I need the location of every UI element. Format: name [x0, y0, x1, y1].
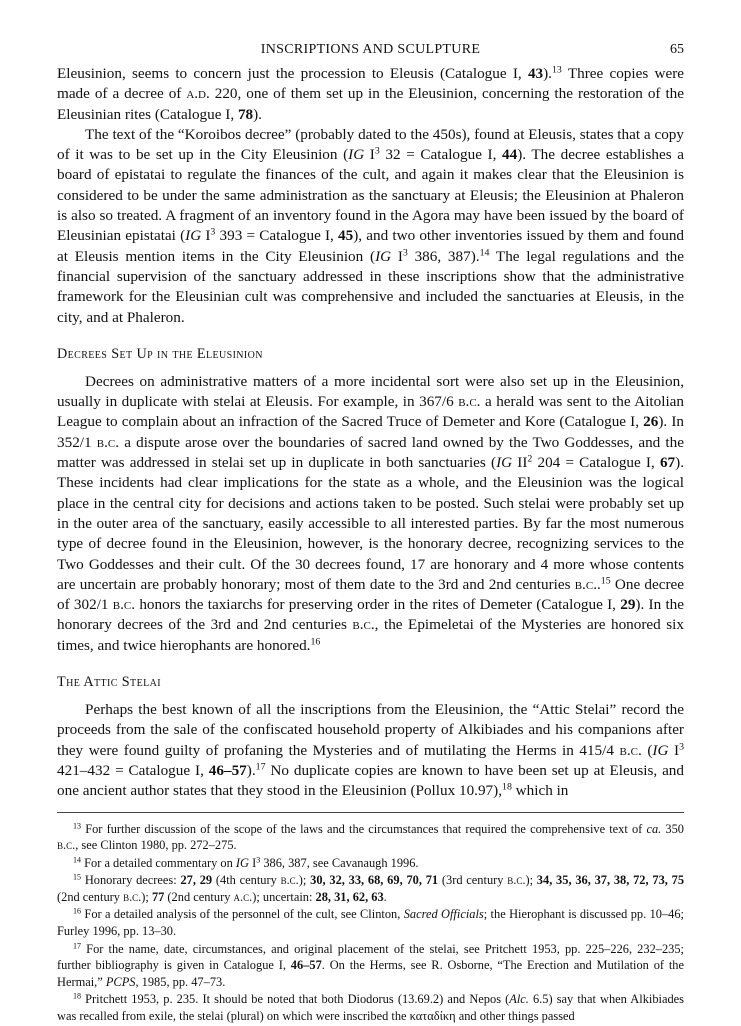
section-heading-attic-stelai: The Attic Stelai: [57, 674, 161, 691]
footnote-14: $^{14}$ For a detailed commentary on IG $I^3$ 386, 387, see Cavanaugh 1996.: [73, 855, 419, 870]
footnote-18: $^{18}$ Pritchett 1953, p. 235. It should be noted that both Diodorus (13.69.2) and Nepos (Alc. 6.5) say that when Alkibiades was recalled from exile, the stelai (plural) on which were inscribed the καταδίκη and other things passed: [57, 992, 684, 1024]
footnote-15: $^{15}$ Honorary decrees: 27, 29 (4th century b.c.); 30, 32, 33, 68, 69, 70, 71 (3rd century b.c.); 34, 35, 36, 37, 38, 72, 73, 75 (2nd century b.c.); 77 (2nd century a.c.); uncertain: 28, 31, 62, 63.: [57, 872, 685, 904]
running-head-title: INSCRIPTIONS AND SCULPTURE: [260, 42, 481, 57]
running-head: [57, 42, 684, 64]
book-page: [57, 42, 684, 1026]
footnotes: [57, 812, 684, 1025]
footnote-13: $^{13}$ For further discussion of the scope of the laws and the circumstances that required the comprehensive text of ca. 350 b.c., see Clinton 1980, pp. 272–275.: [57, 821, 684, 853]
footnote-16: $^{16}$ For a detailed analysis of the personnel of the cult, see Clinton, Sacred Officials; the Hierophant is discussed pp. 10–46; Furley 1996, pp. 13–30.: [57, 907, 685, 939]
footnote-ref-13[interactable]: 13: [551, 64, 562, 76]
paragraph-3: Decrees on administrative matters of a more incidental sort were also set up in the Eleusinion, usually in duplicate with stelai at Eleusis. For example, in 367/6 b.c. a herald was sent to the Aitolian League to complain about an infraction of the Sacred Truce of Demeter and Kore (Catalogue I, 26). In 352/1 b.c. a dispute arose over the boundaries of sacred land owned by the Two Goddesses, and the matter was addressed in stelai set up in duplicate in both sanctuaries (IG $II^2$ 204 = Catalogue I, 67). These incidents had clear implications for the state as a whole, and the Eleusinion was the logical place in the central city for decisions and actions taken to be posted. Such stelai were probably set up in the outer area of the sanctuary, easily accessible to all interested parties. By far the most numerous type of decree found in the Eleusinion, however, is the honorary decree, recognizing services to the Two Goddesses and their cult. Of the 30 decrees found, 17 are honorary and 4 more whose contents are uncertain are probably honorary; most of them date to the 3rd and 2nd centuries b.c..$^{15}$ One decree of 302/1 b.c. honors the taxiarchs for preserving order in the rites of Demeter (Catalogue I, 29). In the honorary decrees of the 3rd and 2nd centuries b.c., the Epimeletai of the Mysteries are honored six times, and twice hierophants are honored.$^{16}$: [57, 372, 685, 654]
body-text: [57, 64, 684, 802]
footnote-ref-17[interactable]: 17: [255, 761, 266, 773]
paragraph-2: The text of the “Koroibos decree” (probably dated to the 450s), found at Eleusis, states that a copy of it was to be set up in the City Eleusinion (IG $I^3$ 32 = Catalogue I, 44). The decree establishes a board of epistatai to regulate the finances of the cult, and again it makes clear that the Eleusinion is considered to be under the same administration as the sanctuary at Eleusis; the Eleusinion at Phaleron is also so treated. A fragment of an inventory found in the Agora may have been issued by the board of Eleusinian epistatai (IG $I^3$ 393 = Catalogue I, 45), and two other inventories issued by them and found at Eleusis mention items in the City Eleusinion (IG $I^3$ 386, 387).$^{14}$ The legal regulations and the financial supervision of the sanctuary addressed in these inscriptions show that the administrative framework for the Eleusinian cult was comprehensive and included the sanctuaries at Eleusis, in the city, and at Phaleron.: [57, 125, 685, 326]
paragraph-1: Eleusinion, seems to concern just the procession to Eleusis (Catalogue I, 43).$^{13}$ Three copies were made of a decree of a.d. 220, one of them set up in the Eleusinion, concerning the restoration of the Eleusinian rites (Catalogue I, 78).: [57, 64, 684, 123]
page-number: 65: [670, 42, 684, 57]
footnote-ref-15[interactable]: 15: [600, 575, 611, 587]
footnote-17: $^{17}$ For the name, date, circumstances, and original placement of the stelai, see Pritchett 1953, pp. 225–226, 232–235; further bibliography is given in Catalogue I, 46–57. On the Herms, see R. Osborne, “The Erection and Mutilation of the Hermai,” PCPS, 1985, pp. 47–73.: [57, 941, 685, 989]
footnote-ref-18[interactable]: 18: [502, 781, 512, 793]
footnote-ref-14[interactable]: 14: [479, 247, 490, 259]
footnote-ref-16[interactable]: 16: [310, 636, 321, 648]
section-heading-decrees: Decrees Set Up in the Eleusinion: [57, 345, 263, 362]
paragraph-4: Perhaps the best known of all the inscriptions from the Eleusinion, the “Attic Stelai” record the proceeds from the sale of the confiscated household property of Alkibiades and his companions after they were found guilty of profaning the Mysteries and of mutilating the Herms in 415/4 b.c. (IG $I^3$ 421–432 = Catalogue I, 46–57).$^{17}$ No duplicate copies are known to have been set up at Eleusis, and one ancient author states that they stood in the Eleusinion (Pollux 10.97),$^{18}$ which in: [57, 701, 685, 800]
